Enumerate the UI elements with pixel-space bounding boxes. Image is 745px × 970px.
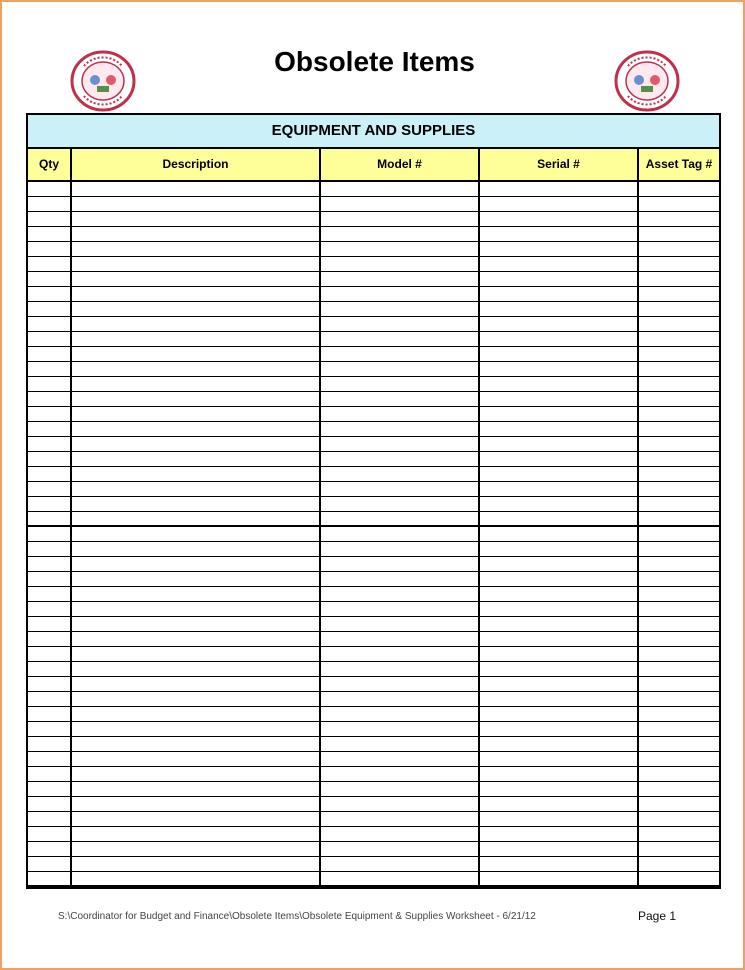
table-row <box>28 557 719 572</box>
table-row <box>28 797 719 812</box>
table-row <box>28 812 719 827</box>
table-row <box>28 227 719 242</box>
column-header-description: Description <box>72 149 321 182</box>
table-row <box>28 767 719 782</box>
table-row <box>28 317 719 332</box>
table-row <box>28 707 719 722</box>
table-row <box>28 527 719 542</box>
table-row <box>28 827 719 842</box>
table-row <box>28 212 719 227</box>
table-row <box>28 257 719 272</box>
footer-page-number: Page 1 <box>638 909 677 923</box>
table-row <box>28 572 719 587</box>
table-row <box>28 782 719 797</box>
table-row <box>28 587 719 602</box>
table-row <box>28 722 719 737</box>
table-row <box>28 392 719 407</box>
table-row <box>28 362 719 377</box>
page-title: Obsolete Items <box>274 46 475 77</box>
table-row <box>28 617 719 632</box>
column-header-model: Model # <box>321 149 480 182</box>
table-row <box>28 467 719 482</box>
table-row <box>28 482 719 497</box>
column-header-qty: Qty <box>28 149 72 182</box>
table-row <box>28 602 719 617</box>
table-row <box>28 242 719 257</box>
table-row <box>28 182 719 197</box>
table-row <box>28 842 719 857</box>
table-row <box>28 677 719 692</box>
table-row <box>28 377 719 392</box>
table-row <box>28 632 719 647</box>
table-row <box>28 422 719 437</box>
table-row <box>28 737 719 752</box>
table-row <box>28 857 719 872</box>
table-row <box>28 332 719 347</box>
table-row <box>28 662 719 677</box>
table-row <box>28 437 719 452</box>
table-row <box>28 692 719 707</box>
section-banner: EQUIPMENT AND SUPPLIES <box>28 115 719 149</box>
table-row <box>28 752 719 767</box>
table-row <box>28 272 719 287</box>
table-row <box>28 197 719 212</box>
column-header-asset-tag: Asset Tag # <box>639 149 719 182</box>
table-row <box>28 542 719 557</box>
table-row <box>28 452 719 467</box>
footer-file-path: S:\Coordinator for Budget and Finance\Obsolete Items\Obsolete Equipment & Supplies Worksheet - 6/21/12 <box>58 911 536 922</box>
table-row <box>28 287 719 302</box>
column-header-serial: Serial # <box>480 149 639 182</box>
table-row <box>28 512 719 527</box>
table-row <box>28 497 719 512</box>
table-row <box>28 647 719 662</box>
table-row <box>28 872 719 887</box>
table-row <box>28 302 719 317</box>
equipment-table <box>26 113 721 889</box>
table-row <box>28 407 719 422</box>
table-row <box>28 347 719 362</box>
